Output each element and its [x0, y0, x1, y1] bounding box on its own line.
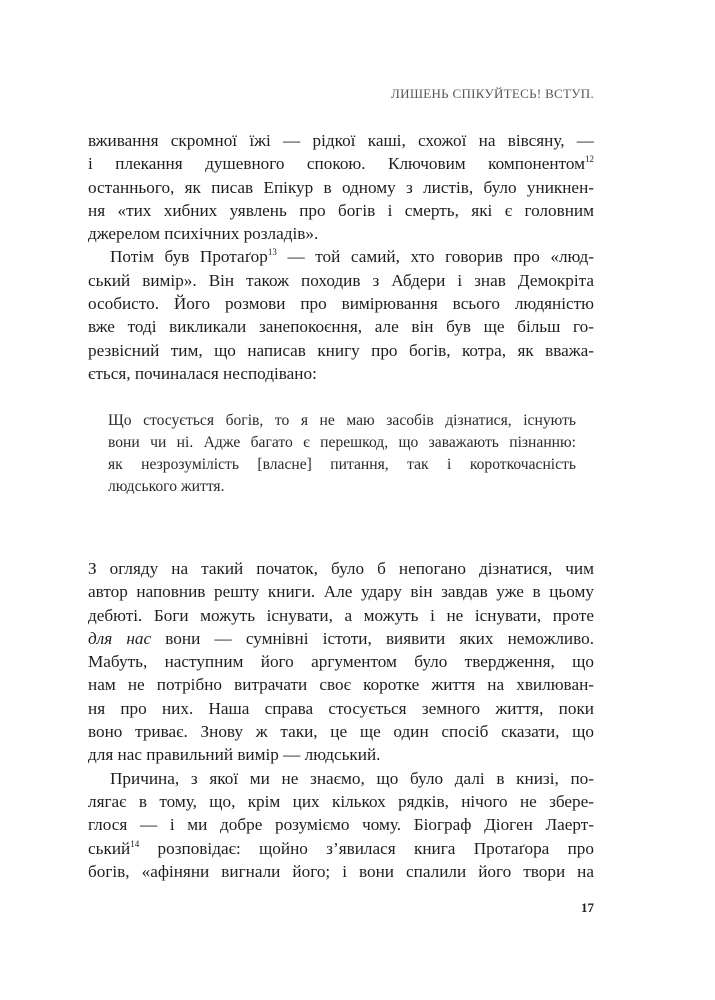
text-line	[88, 339, 594, 362]
text-segment: вони чи ні. Адже багато є перешкод, що заважають пізнанню:	[108, 434, 576, 451]
text-line	[88, 199, 594, 222]
text-segment: ється, починалася несподівано:	[88, 363, 317, 383]
text-line	[88, 697, 594, 720]
text-segment: лягає в тому, що, крім цих кількох рядків, нічого не збере-	[88, 791, 594, 811]
paragraph-block-1	[88, 129, 594, 385]
text-segment: богів, «афіняни вигнали його; і вони спалили його твори на	[88, 861, 594, 881]
text-segment: як незрозумілість [власне] питання, так і короткочасність	[108, 456, 576, 473]
text-segment: і плекання душевного спокою. Ключовим компонентом	[88, 154, 585, 174]
text-line	[88, 860, 594, 883]
text-line	[88, 580, 594, 603]
text-segment: ський	[88, 838, 131, 858]
text-line	[108, 454, 576, 476]
text-segment: автор наповнив решту книги. Але удару він завдав уже в цьому	[88, 582, 594, 602]
text-segment: Потім був Протаґор	[110, 247, 268, 267]
text-line	[88, 790, 594, 813]
text-segment: вже тоді викликали занепокоєння, але він був ще більш го-	[88, 317, 594, 337]
text-line	[88, 673, 594, 696]
footnote-ref: 12	[585, 154, 594, 165]
text-segment: для нас правильний вимір — людський.	[88, 745, 381, 765]
page-number: 17	[581, 900, 594, 915]
footnote-ref: 13	[267, 247, 277, 258]
text-segment: воно триває. Знову ж таки, це ще один спосіб сказати, що	[88, 722, 594, 742]
text-line	[88, 767, 594, 790]
text-line	[108, 476, 576, 498]
text-segment: особисто. Його розмови про вимірювання всього людяністю	[88, 294, 594, 314]
text-segment: людського життя.	[108, 478, 225, 495]
text-segment: ня «тих хибних уявлень про богів і смерть, які є головним	[88, 200, 594, 220]
text-segment: резвісний тим, що написав книгу про богів, котра, як вважа-	[88, 340, 594, 360]
text-segment: розповідає: щойно з’явилася книга Протаґора про	[139, 838, 594, 858]
text-line	[88, 245, 594, 268]
paragraph-block-2	[88, 557, 594, 883]
text-line	[88, 315, 594, 338]
text-line	[88, 557, 594, 580]
footnote-ref: 14	[130, 838, 140, 849]
text-segment: Що стосується богів, то я не маю засобів дізнатися, існують	[108, 412, 576, 429]
text-line	[88, 222, 594, 245]
text-segment: — той самий, хто говорив про «люд-	[276, 247, 594, 267]
text-segment: Причина, з якої ми не знаємо, що було далі в книзі, по-	[110, 768, 594, 788]
text-line	[88, 176, 594, 199]
text-line	[88, 362, 594, 385]
text-segment: глося — і ми добре розуміємо чому. Біограф Діоген Лаерт-	[88, 815, 594, 835]
text-segment: останнього, як писав Епікур в одному з листів, було уникнен-	[88, 177, 594, 197]
text-line	[88, 269, 594, 292]
running-header: ЛИШЕНЬ СПІКУЙТЕСЬ! ВСТУП.	[391, 86, 594, 101]
text-line	[88, 152, 594, 175]
text-line	[88, 650, 594, 673]
text-line	[88, 292, 594, 315]
italic-text: для нас	[88, 628, 152, 648]
text-segment: дебюті. Боги можуть існувати, а можуть і не існувати, проте	[88, 605, 594, 625]
text-segment: вживання скромної їжі — рідкої каші, схожої на вівсяну, —	[88, 131, 594, 150]
text-segment: вони — сумнівні істоти, виявити яких неможливо.	[151, 628, 594, 648]
text-line	[108, 410, 576, 432]
text-segment: Мабуть, наступним його аргументом було твердження, що	[88, 652, 594, 672]
text-line	[88, 129, 594, 152]
text-line	[88, 813, 594, 836]
text-line	[88, 720, 594, 743]
text-segment: джерелом психічних розладів».	[88, 224, 319, 244]
text-segment: ський вимір». Він також походив з Абдери і знав Демокріта	[88, 270, 594, 290]
block-quote	[108, 410, 576, 498]
text-segment: нам не потрібно витрачати своє коротке життя на хвилюван-	[88, 675, 594, 695]
text-line	[88, 627, 594, 650]
text-line	[108, 432, 576, 454]
text-segment: ня про них. Наша справа стосується земного життя, поки	[88, 698, 594, 718]
text-line	[88, 743, 594, 766]
text-line	[88, 837, 594, 860]
text-segment: З огляду на такий початок, було б непогано дізнатися, чим	[88, 559, 594, 578]
text-line	[88, 604, 594, 627]
